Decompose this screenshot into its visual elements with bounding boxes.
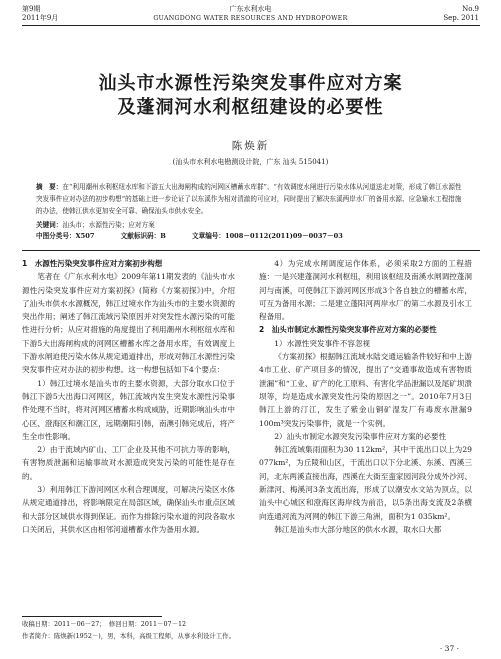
header-date-cn: 2011年9月 xyxy=(22,14,59,22)
paragraph: 笔者在《广东水利水电》2009年第11期发表的《汕头市水源性污染突发事件应对方案初探》(简称《方案初探》)中，介绍了汕头市供水水源概况，韩江过境水作为汕头市的主要水资源的突出作用；阐述了韩江流域污染原因并对突发性水源污染的可能性进行分析；从应对措施的角度提出了利用潮州水利枢纽水库和下游5大出海闸构成的河网区槽蓄水库之备用水库，有效调度上下游水闸迫使污染水体从规定通道排出，形成对韩江水源性污染突发事件应对办法的初步构想。这一构想包括如下4个要点： xyxy=(22,272,235,375)
abstract-label: 摘 要： xyxy=(36,183,63,191)
subsection-heading: 2）汕头市制定水源突发污染事件应对方案的必要性 xyxy=(274,431,447,441)
header-date-en: Sep. 2011 xyxy=(443,14,479,22)
abstract xyxy=(36,181,466,217)
footnote-author-bio: 作者简介：陈焕新(1952－)，男，本科，高级工程师，从事水利设计工作。 xyxy=(22,632,235,640)
footnote-received: 收稿日期：2011－06－27； 修回日期：2011－07－12 xyxy=(22,620,187,628)
clc-number: 中图分类号：X507 xyxy=(36,232,95,240)
right-column xyxy=(259,257,472,536)
author-name: 陈焕新 xyxy=(231,140,270,152)
section-1-heading: 1 水源性污染突发事件应对方案初步构想 xyxy=(22,259,163,268)
header-issue-en: No.9 xyxy=(462,5,479,13)
paragraph: 1）韩江过境水是汕头市的主要水资源，大部分取水口位于韩江下游5大出海口河网区，韩江流域内发生突发水源性污染事件处理不当时，将对河网区槽蓄水构成威胁，近期影响汕头市中心区、澄海区和潮江区，远期潮阳引韩，南澳引韩完成后，将产生全市性影响。 xyxy=(22,378,235,441)
paragraph: 《方案初探》根据韩江流域水陆交通运输条件较好和中上游4市工业、矿产项目多的情况，提出了“交通事故造成有害物质泄漏”和“工业、矿产的化工原料、有害化学品泄漏以及尾矿坝溃坝等，均是造成水源突发性污染的原因之一”。2010年7月3日韩江上游的汀江，发生了紫金山铜矿湿发厂有毒废水泄漏9 100m³突发污染事件，就是一个实例。 xyxy=(259,352,472,428)
paragraph: 4）为完成水闸调度运作体系，必须采取2方面的工程措施：一是兴建蓬洞河水利枢纽，利用该枢纽及南溪水闸调控蓬洞河与南溪，可使韩江下游河网区形成3个各自独立的槽蓄水库，可互为备用水源；二是建立蓬阳河两岸水厂的第二水源及引水工程备用。 xyxy=(259,259,472,322)
paragraph: 韩江流域集雨面积为30 112km²，其中干流出口以上为29 077km²，为丘陵和山区，干流出口以下分北溪、东溪、西溪三河，北东两溪直接出海，西溪在大衙至蛮家园河段分成外沙河、新津河、梅溪河3条支流出海，形成了以潮安水文站为顶点，以汕头中心城区和澄海区海岸线为前沿，以5条出海支流及2条横向连通河流为河网的韩江下游三角洲，面积为1 035km²。 xyxy=(259,445,472,521)
header-journal-en: GUANGDONG WATER RESOURCES AND HYDROPOWER xyxy=(153,15,348,22)
paragraph: 韩江是汕头市大部分地区的供水水源，取水口大都 xyxy=(274,524,442,534)
abstract-rule xyxy=(22,250,480,251)
paragraph: 2）由于流域内矿山、工厂企业及其他不可抗力等的影响，有害物质泄漏和运输事故对水源造成突发污染的可能性是存在的。 xyxy=(22,445,235,481)
keywords-text: 汕头市；水源性污染；应对方案 xyxy=(62,221,155,229)
subsection-heading: 1）水源性突发事件不容忽视 xyxy=(274,338,371,348)
paper-title-line2: 及蓬洞河水利枢纽建设的必要性 xyxy=(117,97,384,118)
keywords xyxy=(36,220,466,230)
keywords-label: 关键词： xyxy=(36,221,63,229)
left-column xyxy=(22,257,235,536)
paragraph: 3）利用韩江下游河网区水利合理调度，可解决污染区水体从规定通道排出，将影响限定在局部区域，确保汕头市重点区域和大部分区域供水得到保证。而作为排除污染水道的河段各取水口关闭后，其供水区由相邻河道槽蓄水作为备用水源。 xyxy=(22,485,235,534)
paper-title-line1: 汕头市水源性污染突发事件应对方案 xyxy=(98,73,403,94)
page-number: · 37 · xyxy=(439,644,459,653)
document-code: 文献标识码：B xyxy=(120,232,166,240)
footnote-rule xyxy=(22,616,162,617)
abstract-text: 在“利用潮州水利枢纽水库和下游五大出海闸构成的河网区槽蓄水库群”、“有效调度水闸进行污染水体从河道送走对策，形成了韩江水源性突发事件应对办法的初步构想”的基础上进一步论证了以东溪作为相对清澈的可应对，同时提出了解决东溪两岸水厂的备用水源、应急输水工程措施的办法，使韩江供水更加安全可靠、确保汕头市供水安全。 xyxy=(36,183,462,215)
article-number: 文章编号：1008－0112(2011)09－0037－03 xyxy=(192,232,343,240)
header-rule xyxy=(22,25,480,26)
author-affiliation: (汕头市水利水电勘测设计院，广东 汕头 515041) xyxy=(172,158,329,166)
section-2-heading: 2 汕头市制定水源性污染突发事件应对方案的必要性 xyxy=(259,325,437,335)
classification-line xyxy=(36,231,466,241)
header-issue-cn: 第9期 xyxy=(22,5,41,13)
header-journal-cn: 广东水利水电 xyxy=(229,5,272,13)
